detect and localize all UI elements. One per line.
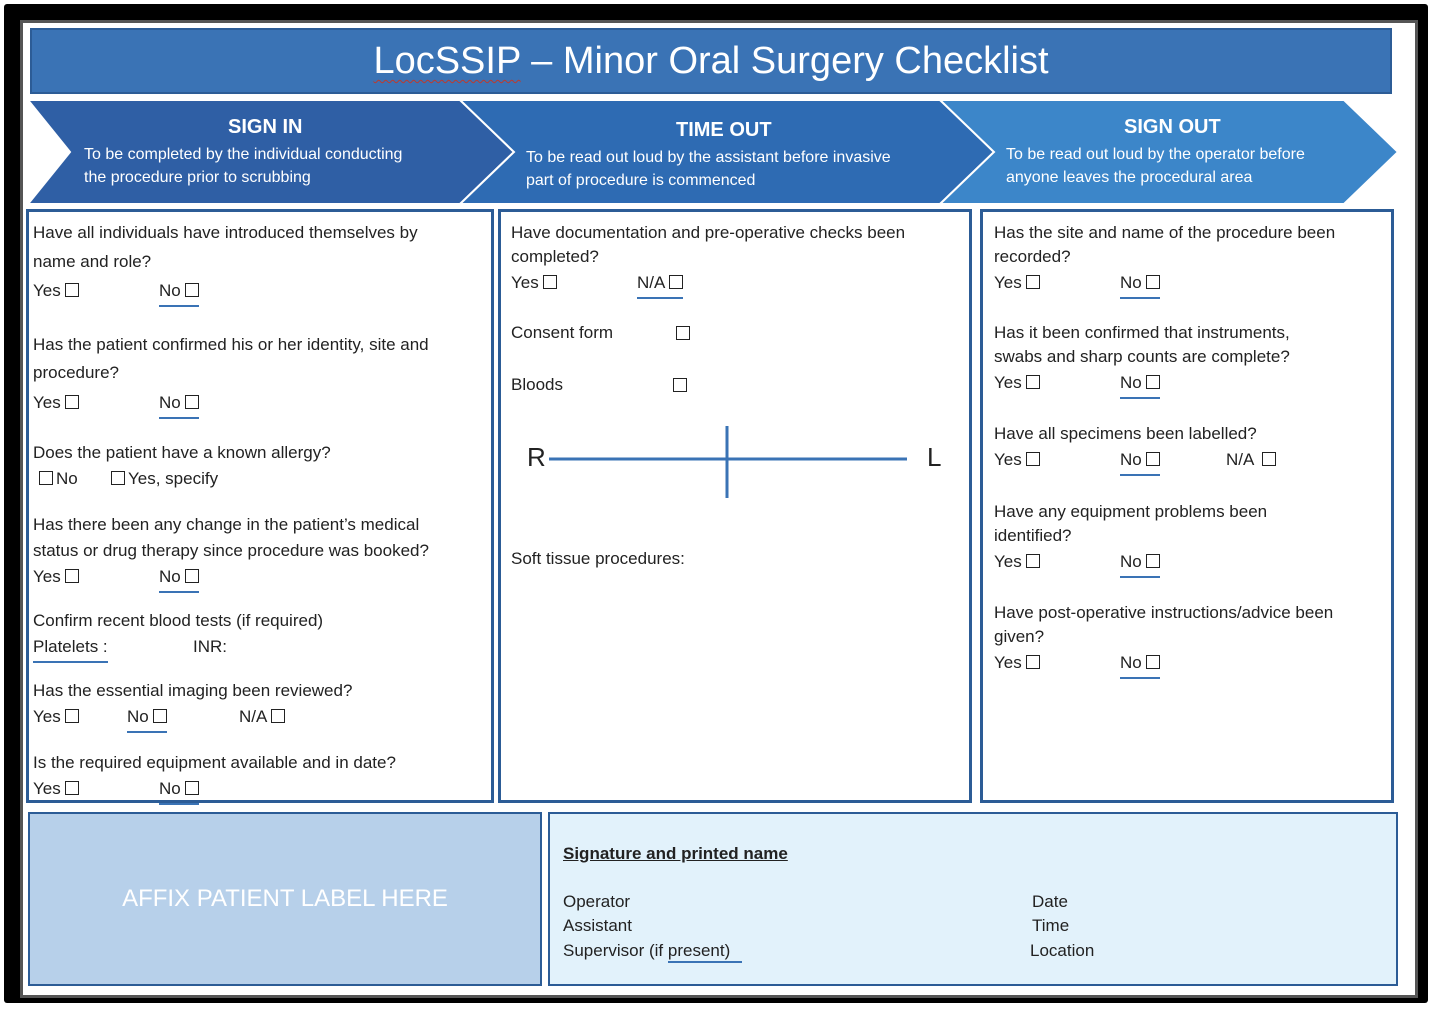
- yes-option[interactable]: [33, 278, 79, 304]
- na-option[interactable]: [1226, 447, 1276, 473]
- allergy-yes-option[interactable]: [111, 466, 218, 492]
- no-option[interactable]: [159, 390, 199, 419]
- checkbox[interactable]: [185, 781, 199, 795]
- question-text: Have all specimens been labelled?: [994, 424, 1257, 443]
- item-label: Bloods: [511, 375, 563, 394]
- sign-out-heading: SIGN OUT: [1124, 116, 1221, 138]
- yes-option[interactable]: [994, 650, 1040, 676]
- bloods-checkbox[interactable]: [673, 378, 687, 392]
- sign-out-q5: [994, 600, 1385, 676]
- no-option[interactable]: [1120, 650, 1160, 679]
- signature-heading: Signature and printed name: [563, 844, 788, 863]
- assistant-label: Assistant: [563, 916, 632, 935]
- na-option[interactable]: [637, 270, 683, 299]
- checkbox[interactable]: [1026, 655, 1040, 669]
- question-text: completed?: [511, 247, 599, 266]
- question-text: Does the patient have a known allergy?: [33, 443, 331, 462]
- operator-label: Operator: [563, 892, 631, 911]
- option-label: Yes: [994, 273, 1022, 292]
- sign-in-sub1: To be completed by the individual conducting: [84, 146, 403, 163]
- title-rest: – Minor Oral Surgery Checklist: [520, 40, 1049, 82]
- sign-out-q1: [994, 220, 1385, 296]
- yes-option[interactable]: [994, 370, 1040, 396]
- title-main: LocSSIP: [373, 40, 521, 82]
- consent-form-item: [511, 320, 613, 346]
- yes-option[interactable]: [33, 564, 79, 590]
- yes-option[interactable]: [33, 776, 79, 802]
- yes-option[interactable]: [994, 270, 1040, 296]
- option-label: N/A: [239, 707, 268, 726]
- sign-in-q4: [33, 512, 485, 590]
- page-title: [30, 28, 1392, 94]
- left-marker: L: [927, 442, 942, 472]
- checkbox[interactable]: [185, 283, 199, 297]
- sign-out-column: [980, 209, 1394, 803]
- sign-out-q2: [994, 320, 1385, 396]
- supervisor-text: Supervisor (if: [563, 941, 668, 960]
- question-text: Have all individuals have introduced themselves by: [33, 223, 418, 242]
- yes-option[interactable]: [994, 549, 1040, 575]
- option-label: No: [1120, 273, 1142, 292]
- consent-checkbox[interactable]: [676, 326, 690, 340]
- sign-in-column: [26, 209, 494, 803]
- no-option[interactable]: [1120, 270, 1160, 299]
- option-label: Yes: [33, 567, 61, 586]
- inr-label: INR:: [193, 637, 227, 656]
- option-label: Yes, specify: [128, 469, 219, 488]
- question-text: status or drug therapy since procedure was booked?: [33, 541, 429, 560]
- soft-tissue-label: Soft tissue procedures:: [511, 549, 685, 568]
- platelets-label: Platelets :: [33, 634, 108, 663]
- question-text: Confirm recent blood tests (if required): [33, 611, 324, 630]
- checkbox[interactable]: [153, 709, 167, 723]
- question-text: recorded?: [994, 247, 1071, 266]
- option-label: No: [1120, 450, 1142, 469]
- option-label: Yes: [511, 273, 539, 292]
- checkbox[interactable]: [185, 395, 199, 409]
- signature-panel: [548, 812, 1398, 986]
- sign-out-header: [1006, 116, 1366, 189]
- checkbox[interactable]: [271, 709, 285, 723]
- question-text: Has the site and name of the procedure been: [994, 223, 1336, 242]
- yes-option[interactable]: [33, 704, 79, 730]
- checkbox[interactable]: [1146, 275, 1160, 289]
- allergy-no-option[interactable]: [39, 466, 78, 492]
- checkbox[interactable]: [1146, 452, 1160, 466]
- checkbox[interactable]: [1146, 655, 1160, 669]
- time-out-sub1: To be read out loud by the assistant before invasive: [526, 149, 891, 166]
- option-label: No: [127, 707, 149, 726]
- option-label: No: [159, 567, 181, 586]
- question-text: Has the patient confirmed his or her identity, site and: [33, 335, 429, 354]
- right-marker: R: [527, 442, 546, 472]
- option-label: No: [159, 393, 181, 412]
- sign-out-sub1: To be read out loud by the operator before: [1006, 146, 1305, 163]
- option-label: Yes: [33, 707, 61, 726]
- patient-label-area: [28, 812, 542, 986]
- sign-in-sub2: the procedure prior to scrubbing: [84, 169, 311, 186]
- checkbox[interactable]: [39, 471, 53, 485]
- option-label: Yes: [994, 373, 1022, 392]
- time-out-heading: TIME OUT: [676, 119, 772, 141]
- time-out-sub2: part of procedure is commenced: [526, 172, 756, 189]
- sign-in-q6: [33, 678, 485, 730]
- question-text: Has there been any change in the patient’s medical: [33, 515, 420, 534]
- checklist-page: [24, 24, 1408, 986]
- checkbox[interactable]: [1026, 375, 1040, 389]
- checkbox[interactable]: [65, 395, 79, 409]
- option-label: N/A: [1226, 450, 1255, 469]
- location-label: Location: [1030, 941, 1095, 960]
- supervisor-text-underlined: present): [668, 941, 742, 963]
- checkbox[interactable]: [65, 283, 79, 297]
- question-text: swabs and sharp counts are complete?: [994, 347, 1290, 366]
- question-text: Is the required equipment available and in date?: [33, 753, 396, 772]
- checkbox[interactable]: [1026, 452, 1040, 466]
- no-option[interactable]: [159, 278, 199, 307]
- question-text: given?: [994, 627, 1045, 646]
- sign-in-q2: [33, 332, 485, 418]
- no-option[interactable]: [1120, 370, 1160, 399]
- question-text: Have any equipment problems been: [994, 502, 1268, 521]
- option-label: No: [159, 779, 181, 798]
- sign-in-q1: [33, 220, 485, 306]
- question-text: Have documentation and pre-operative checks been: [511, 223, 906, 242]
- question-text: identified?: [994, 526, 1072, 545]
- checkbox[interactable]: [111, 471, 125, 485]
- checkbox[interactable]: [1026, 275, 1040, 289]
- item-label: Consent form: [511, 323, 614, 342]
- sign-in-heading: SIGN IN: [228, 116, 303, 138]
- supervisor-label: [563, 941, 742, 961]
- no-option[interactable]: [1120, 549, 1160, 578]
- option-label: Yes: [994, 653, 1022, 672]
- time-out-header: [526, 119, 946, 192]
- checkbox[interactable]: [1026, 554, 1040, 568]
- no-option[interactable]: [159, 776, 199, 805]
- checkbox[interactable]: [185, 569, 199, 583]
- date-label: Date: [1032, 892, 1068, 911]
- yes-option[interactable]: [511, 270, 557, 296]
- na-option[interactable]: [239, 704, 285, 730]
- sign-in-q3: [33, 440, 485, 492]
- sign-out-sub2: anyone leaves the procedural area: [1006, 169, 1253, 186]
- option-label: Yes: [33, 779, 61, 798]
- dental-quadrant-chart[interactable]: [521, 426, 951, 506]
- question-text: procedure?: [33, 363, 120, 382]
- patient-label-text: AFFIX PATIENT LABEL HERE: [122, 885, 448, 912]
- checkbox[interactable]: [65, 709, 79, 723]
- option-label: Yes: [33, 281, 61, 300]
- yes-option[interactable]: [994, 447, 1040, 473]
- option-label: No: [159, 281, 181, 300]
- sign-in-q5: [33, 608, 485, 660]
- option-label: Yes: [994, 450, 1022, 469]
- option-label: No: [1120, 653, 1142, 672]
- option-label: No: [1120, 373, 1142, 392]
- no-option[interactable]: [159, 564, 199, 593]
- question-text: Have post-operative instructions/advice been: [994, 603, 1334, 622]
- checkbox[interactable]: [65, 569, 79, 583]
- checkbox[interactable]: [1146, 375, 1160, 389]
- option-label: Yes: [33, 393, 61, 412]
- question-text: name and role?: [33, 252, 152, 271]
- time-out-column: [498, 209, 972, 803]
- sign-in-q7: [33, 750, 485, 802]
- checkbox[interactable]: [543, 275, 557, 289]
- checkbox[interactable]: [1146, 554, 1160, 568]
- no-option[interactable]: [127, 704, 167, 733]
- checkbox[interactable]: [65, 781, 79, 795]
- sign-out-q4: [994, 499, 1385, 575]
- sign-in-header: [84, 116, 484, 189]
- question-text: Has it been confirmed that instruments,: [994, 323, 1290, 342]
- time-label: Time: [1032, 916, 1070, 935]
- checkbox[interactable]: [669, 275, 683, 289]
- yes-option[interactable]: [33, 390, 79, 416]
- question-text: Has the essential imaging been reviewed?: [33, 681, 353, 700]
- bloods-item: [511, 372, 563, 398]
- option-label: No: [56, 469, 78, 488]
- sign-out-q3: [994, 421, 1385, 473]
- option-label: No: [1120, 552, 1142, 571]
- time-out-q1: [511, 220, 963, 296]
- checkbox[interactable]: [1262, 452, 1276, 466]
- no-option[interactable]: [1120, 447, 1160, 476]
- option-label: Yes: [994, 552, 1022, 571]
- option-label: N/A: [637, 273, 666, 292]
